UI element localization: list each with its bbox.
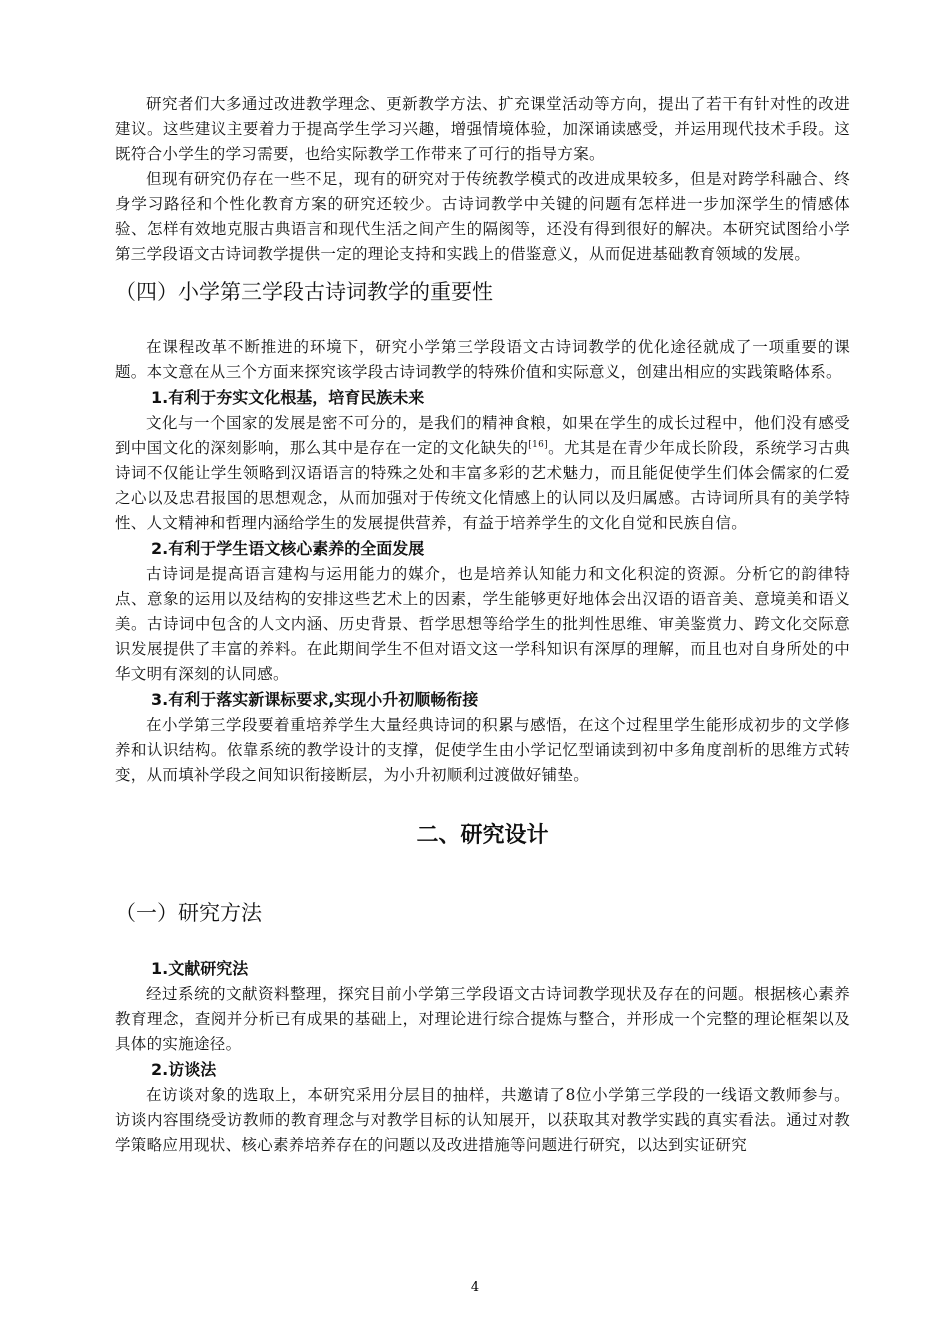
subheading-cultural-foundation: 1.有利于夯实文化根基，培育民族未来 [151,388,425,407]
paragraph-curriculum-standards: 在小学第三学段要着重培养学生大量经典诗词的积累与感悟，在这个过程里学生能形成初步的文学修养和认识结构。依靠系统的教学设计的支撑，促使学生由小学记忆型诵读到初中多角度剖析的思维方式转变，从而填补学段之间知识衔接断层，为小升初顺利过渡做好铺垫。 [115,716,850,784]
paragraph-core-literacy: 古诗词是提高语言建构与运用能力的媒介，也是培养认知能力和文化积淀的资源。分析它的韵律特点、意象的运用以及结构的安排这些艺术上的因素，学生能够更好地体会出汉语的语音美、意境美和语义美。古诗词中包含的人文内涵、历史背景、哲学思想等给学生的批判性思维、审美鉴赏力、跨文化交际意识发展提供了丰富的养料。在此期间学生不但对语文这一学科知识有深厚的理解，而且也对自身所处的中华文明有深刻的认同感。 [115,565,850,683]
paragraph-cultural-foundation [115,411,850,536]
paragraph-literature-method: 经过系统的文献资料整理，探究目前小学第三学段语文古诗词教学现状及存在的问题。根据核心素养教育理念，查阅并分析已有成果的基础上，对理论进行综合提炼与整合，并形成一个完整的理论框架以及具体的实施途径。 [115,985,850,1053]
citation-marker[interactable]: [16] [528,439,548,450]
paragraph-research-suggestions: 研究者们大多通过改进教学理念、更新教学方法、扩充课堂活动等方向，提出了若干有针对性的改进建议。这些建议主要着力于提高学生学习兴趣，增强情境体验，加深诵读感受，并运用现代技术手段。这既符合小学生的学习需要，也给实际教学工作带来了可行的指导方案。 [115,95,850,163]
paragraph-text: 。尤其是在青少年成长阶段，系统学习古典诗词不仅能让学生领略到汉语语言的特殊之处和丰富多彩的艺术魅力，而且能促使学生们体会儒家的仁爱之心以及忠君报国的思想观念，从而加强对于传统文化情感上的认同以及归属感。古诗词所具有的美学特性、人文精神和哲理内涵给学生的发展提供营养，有益于培养学生的文化自觉和民族自信。 [115,439,851,532]
paragraph-text: 文化与一个国家的发展是密不可分的，是我们的精神食粮，如果在学生的成长过程中，他们没有感受到中国文化的深刻影响，那么其中是存在一定的文化缺失的 [115,414,850,457]
subheading-core-literacy: 2.有利于学生语文核心素养的全面发展 [151,539,425,558]
subheading-literature-method: 1.文献研究法 [151,959,249,978]
section-heading-importance: （四）小学第三学段古诗词教学的重要性 [115,280,493,304]
subheading-interview-method: 2.访谈法 [151,1060,217,1079]
chapter-heading-research-design: 二、研究设计 [416,823,549,848]
paragraph-interview-method: 在访谈对象的选取上，本研究采用分层目的抽样，共邀请了8位小学第三学段的一线语文教师参与。访谈内容围绕受访教师的教育理念与对教学目标的认知展开，以获取其对教学实践的真实看法。通过对教学策略应用现状、核心素养培养存在的问题以及改进措施等问题进行研究，以达到实证研究 [115,1086,850,1154]
paragraph-research-gaps: 但现有研究仍存在一些不足，现有的研究对于传统教学模式的改进成果较多，但是对跨学科融合、终身学习路径和个性化教育方案的研究还较少。古诗词教学中关键的问题有怎样进一步加深学生的情感体验、怎样有效地克服古典语言和现代生活之间产生的隔阂等，还没有得到很好的解决。本研究试图给小学第三学段语文古诗词教学提供一定的理论支持和实践上的借鉴意义，从而促进基础教育领域的发展。 [115,170,850,263]
paragraph-importance-intro: 在课程改革不断推进的环境下，研究小学第三学段语文古诗词教学的优化途径就成了一项重要的课题。本文意在从三个方面来探究该学段古诗词教学的特殊价值和实际意义，创建出相应的实践策略体系。 [115,338,850,381]
section-heading-research-methods: （一）研究方法 [115,901,262,925]
page-number: 4 [470,1280,480,1295]
subheading-curriculum-standards: 3.有利于落实新课标要求,实现小升初顺畅衔接 [151,690,479,709]
